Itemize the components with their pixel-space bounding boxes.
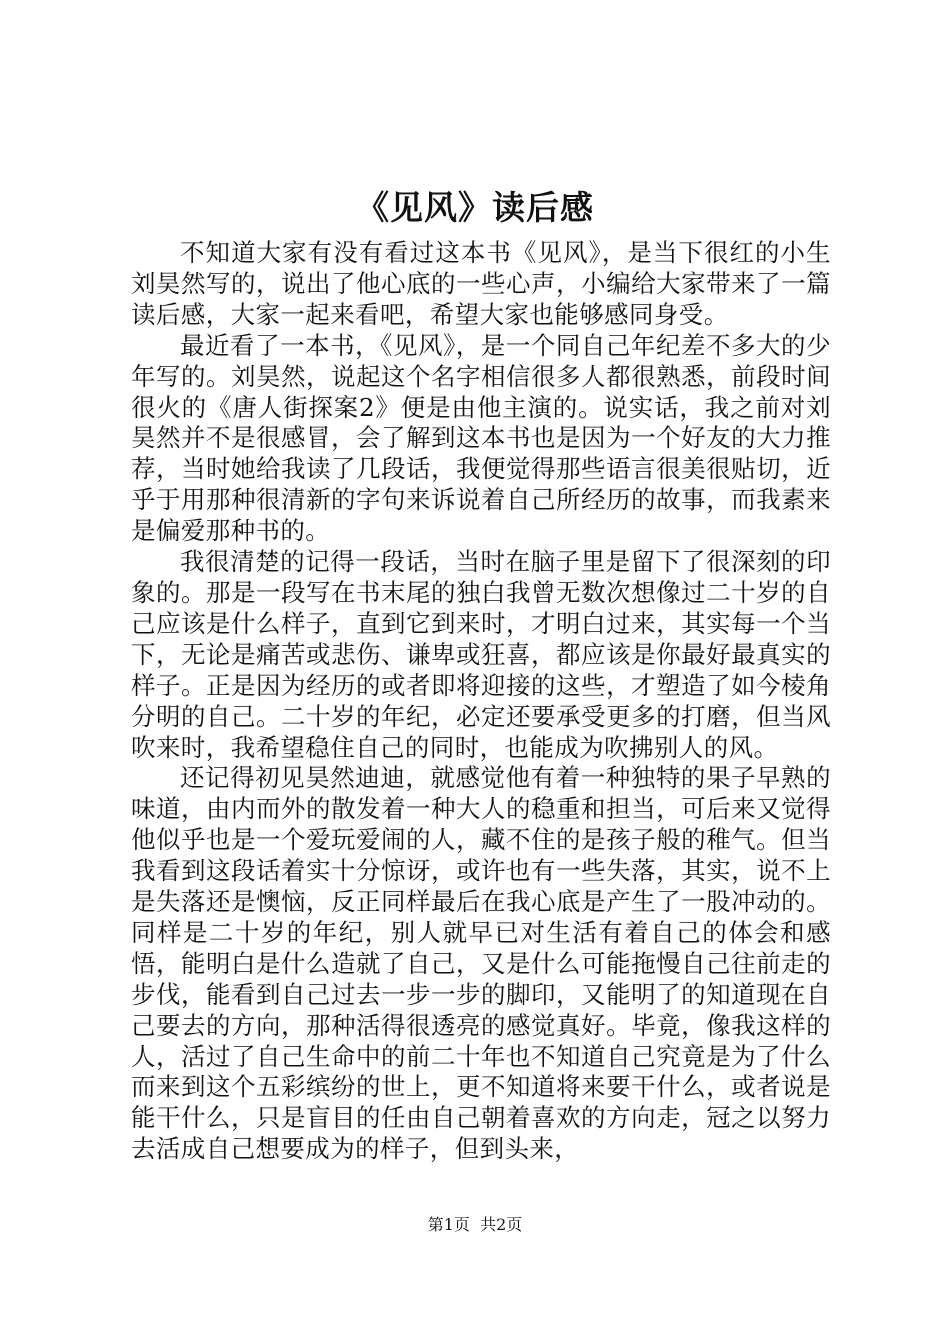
document-title: 《见风》读后感: [356, 188, 594, 227]
page-number-total: 共2页: [480, 1215, 523, 1234]
paragraph-4: 还记得初见昊然迪迪，就感觉他有着一种独特的果子早熟的味道，由内而外的散发着一种大人的稳重和担当，可后来又觉得他似乎也是一个爱玩爱闹的人，藏不住的是孩子般的稚气。但当我看到这段话着实十分惊讶，或许也有一些失落，其实，说不上是失落还是懊恼，反正同样最后在我心底是产生了一股冲动的。同样是二十岁的年纪，别人就早已对生活有着自己的体会和感悟，能明白是什么造就了自己，又是什么可能拖慢自己往前走的步伐，能看到自己过去一步一步的脚印，又能明了的知道现在自己要去的方向，那种活得很透亮的感觉真好。毕竟，像我这样的人，活过了自己生命中的前二十年也不知道自己究竟是为了什么而来到这个五彩缤纷的世上，更不知道将来要干什么，或者说是能干什么，只是盲目的任由自己朝着喜欢的方向走，冠之以努力去活成自己想要成为的样子，但到头来，: [131, 763, 831, 1164]
paragraph-2: 最近看了一本书，《见风》，是一个同自己年纪差不多大的少年写的。刘昊然，说起这个名字相信很多人都很熟悉，前段时间很火的《唐人街探案2》便是由他主演的。说实话，我之前对刘昊然并不是很感冒，会了解到这本书也是因为一个好友的大力推荐，当时她给我读了几段话，我便觉得那些语言很美很贴切，近乎于用那种很清新的字句来诉说着自己所经历的故事，而我素来是偏爱那种书的。: [131, 330, 831, 546]
page-footer: [0, 1214, 950, 1236]
footer-separator: [470, 1215, 480, 1234]
paragraph-3: 我很清楚的记得一段话，当时在脑子里是留下了很深刻的印象的。那是一段写在书末尾的独白我曾无数次想像过二十岁的自己应该是什么样子，直到它到来时，才明白过来，其实每一个当下，无论是痛苦或悲伤、谦卑或狂喜，都应该是你最好最真实的样子。正是因为经历的或者即将迎接的这些，才塑造了如今棱角分明的自己。二十岁的年纪，必定还要承受更多的打磨，但当风吹来时，我希望稳住自己的同时，也能成为吹拂别人的风。: [131, 547, 831, 762]
page-number-current: 第1页: [427, 1215, 470, 1234]
paragraph-1: 不知道大家有没有看过这本书《见风》，是当下很红的小生刘昊然写的，说出了他心底的一些心声，小编给大家带来了一篇读后感，大家一起来看吧，希望大家也能够感同身受。: [131, 238, 831, 329]
document-body: [131, 238, 831, 1165]
